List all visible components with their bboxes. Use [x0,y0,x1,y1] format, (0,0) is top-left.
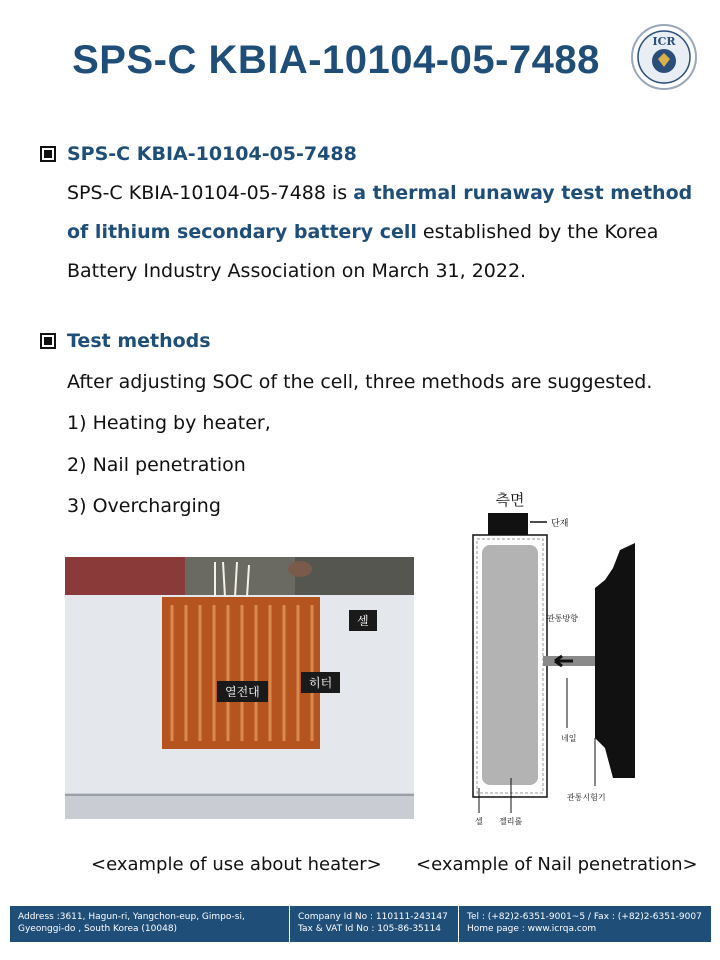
footer-address [10,906,290,942]
caption-heater: <example of use about heater> [91,854,382,875]
method-label: Overcharging [92,495,221,517]
footer-contact [459,906,711,942]
footer-company-id: Company Id No : 110111-243147 [298,912,448,922]
section1-text-pre: SPS-C KBIA-10104-05-7488 is [67,182,354,204]
section1-text-highlight: a thermal runaway test method of lithium secondary battery cell [67,182,693,243]
caption-nail: <example of Nail penetration> [416,854,698,875]
method-number: 3) [67,495,87,517]
label-direction: 관통방향 [547,614,578,623]
section1-text-post: established by the Korea Battery Industry Association on March 31, 2022. [67,221,659,282]
method-number: 1) [67,412,87,434]
label-cell: 셀 [349,610,377,631]
footer-address-line1: Address :3611, Hagun-ri, Yangchon-eup, Gimpo-si, [18,912,245,922]
label-cell: 셀 [475,817,483,826]
footer-bar [10,906,711,942]
section1-paragraph [67,174,697,291]
section-heading-test-methods [40,330,211,352]
label-device: 관통시험기 [567,793,606,802]
heater-example-image [65,557,414,819]
footer-homepage[interactable]: Home page : www.icrqa.com [467,924,597,934]
method-label: Nail penetration [92,454,246,476]
method-label: Heating by heater, [92,412,271,434]
section2-intro: After adjusting SOC of the cell, three methods are suggested. [67,371,653,393]
section-heading-standard [40,143,357,165]
label-heater: 히터 [301,672,340,693]
square-bullet-icon [40,333,56,349]
section2-heading: Test methods [67,330,211,352]
footer-tel: Tel : (+82)2-6351-9001~5 / Fax : (+82)2-6351-9007 [467,912,702,922]
label-hot-zone: 열전대 [217,681,268,702]
nail-penetration-diagram [455,488,635,828]
square-bullet-icon [40,146,56,162]
label-terminal: 단재 [551,519,569,529]
method-item [67,412,271,434]
footer-address-line2: Gyeonggi-do , South Korea (10048) [18,924,178,934]
method-item [67,495,221,517]
section1-heading: SPS-C KBIA-10104-05-7488 [67,143,357,165]
footer-tax-id: Tax & VAT Id No : 105-86-35114 [298,924,441,934]
label-nail: 네일 [561,734,577,743]
footer-ids [290,906,459,942]
method-item [67,454,246,476]
page-title: SPS-C KBIA-10104-05-7488 [72,38,600,82]
method-number: 2) [67,454,87,476]
logo-text: ICR [652,35,676,48]
icr-logo [630,23,698,91]
diagram-title: 측면 [495,491,525,509]
label-jelly-roll: 젤리롤 [499,817,523,826]
